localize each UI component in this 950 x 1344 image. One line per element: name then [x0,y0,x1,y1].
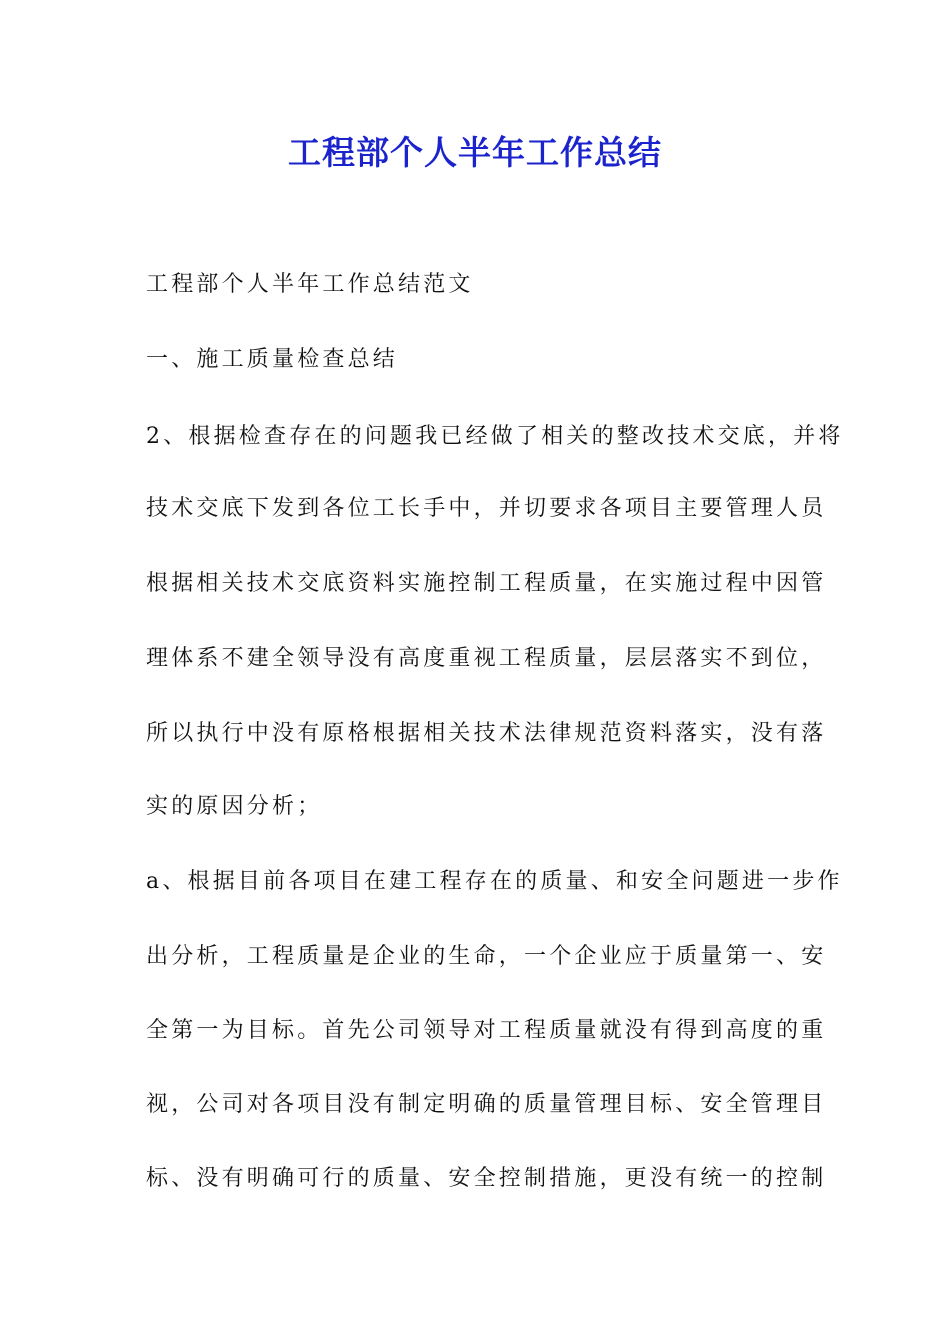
section-heading: 一、施工质量检查总结 [146,347,399,372]
body-line: 根据相关技术交底资料实施控制工程质量，在实施过程中因管 [146,571,827,596]
body-line: 视，公司对各项目没有制定明确的质量管理目标、安全管理目 [146,1092,827,1117]
body-line: 理体系不建全领导没有高度重视工程质量，层层落实不到位， [146,646,827,671]
body-line: 所以执行中没有原格根据相关技术法律规范资料落实，没有落 [146,721,827,746]
body-line: 标、没有明确可行的质量、安全控制措施，更没有统一的控制 [146,1166,827,1191]
body-line: 全第一为目标。首先公司领导对工程质量就没有得到高度的重 [146,1018,827,1043]
subtitle-line: 工程部个人半年工作总结范文 [146,272,474,297]
body-line: a、根据目前各项目在建工程存在的质量、和安全问题进一步作 [146,869,843,894]
body-line: 技术交底下发到各位工长手中，并切要求各项目主要管理人员 [146,496,827,521]
document-title: 工程部个人半年工作总结 [288,133,662,172]
body-line: 实的原因分析； [146,794,323,819]
body-line: 2、根据检查存在的问题我已经做了相关的整改技术交底，并将 [146,424,844,449]
body-line: 出分析，工程质量是企业的生命，一个企业应于质量第一、安 [146,944,827,969]
